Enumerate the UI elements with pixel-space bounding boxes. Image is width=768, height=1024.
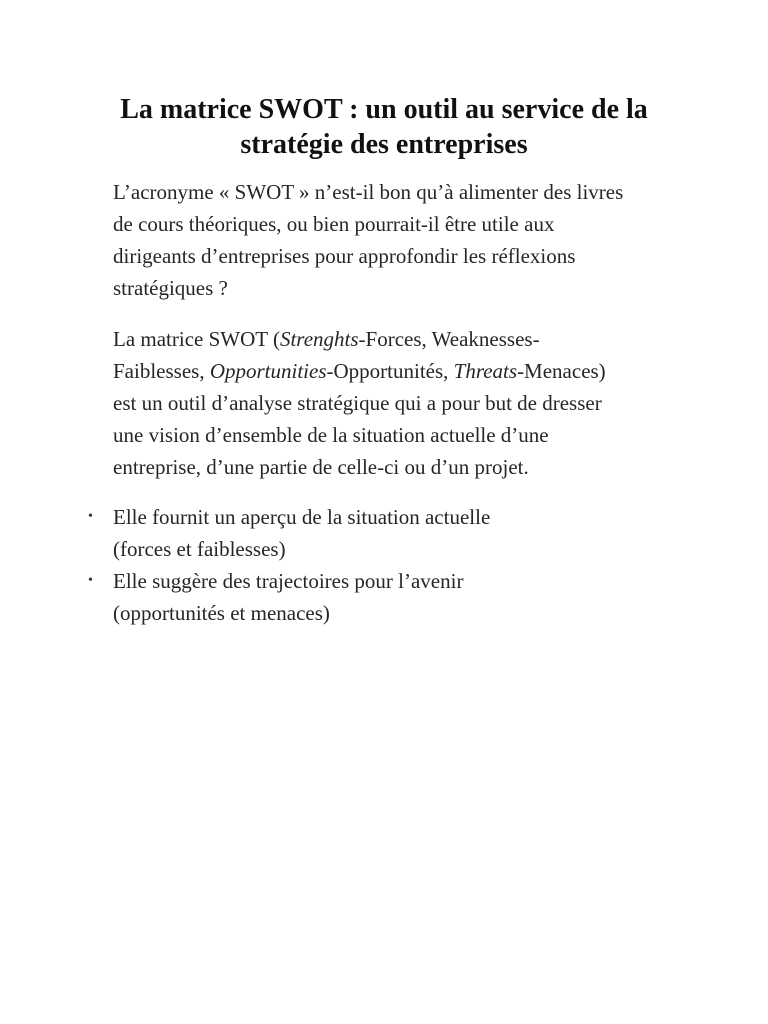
paragraph-line: de cours théoriques, ou bien pourrait-il être utile aux [113, 212, 555, 236]
list-item-line: (opportunités et menaces) [113, 601, 330, 625]
strengths-term: Strenghts [279, 327, 359, 351]
title-line: La matrice SWOT : un outil au service de la [120, 94, 648, 125]
paragraph-line: stratégiques ? [113, 276, 228, 300]
paragraph-line: une vision d’ensemble de la situation actuelle d’une [113, 423, 549, 447]
definition-paragraph [113, 323, 673, 483]
text-segment: -Forces, Weaknesses- [358, 327, 540, 351]
list-item-line: Elle suggère des trajectoires pour l’avenir [113, 569, 464, 593]
text-segment: -Menaces) [517, 359, 606, 383]
title-line: stratégie des entreprises [240, 129, 528, 160]
paragraph-line [113, 355, 673, 387]
paragraph-line: L’acronyme « SWOT » n’est-il bon qu’à alimenter des livres [113, 180, 624, 204]
bullet-icon: • [88, 573, 93, 588]
text-segment: La matrice SWOT ( [113, 327, 280, 351]
text-segment: Faiblesses, [113, 359, 210, 383]
list-item-line: Elle fournit un aperçu de la situation actuelle [113, 505, 491, 529]
text-segment: -Opportunités, [326, 359, 454, 383]
bullet-icon: • [88, 509, 93, 524]
list-item [88, 501, 673, 565]
paragraph-line: entreprise, d’une partie de celle-ci ou d’un projet. [113, 455, 529, 479]
list-item-line: (forces et faiblesses) [113, 537, 286, 561]
paragraph-line: dirigeants d’entreprises pour approfondir les réflexions [113, 244, 576, 268]
page-title [40, 92, 728, 162]
threats-term: Threats [453, 359, 518, 383]
paragraph-line [113, 323, 673, 355]
opportunities-term: Opportunities [209, 359, 327, 383]
swot-bullet-list [88, 501, 673, 629]
paragraph-line: est un outil d’analyse stratégique qui a pour but de dresser [113, 391, 602, 415]
intro-paragraph [113, 176, 673, 304]
list-item [88, 565, 673, 629]
